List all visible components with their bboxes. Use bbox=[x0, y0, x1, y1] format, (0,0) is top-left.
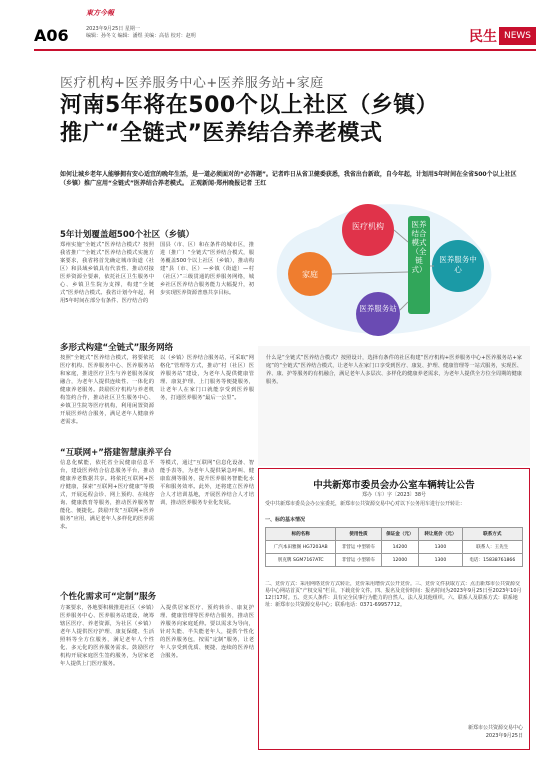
kicker: 医疗机构+医养服务中心+医养服务站+家庭 bbox=[60, 76, 324, 91]
table-cell: 非营运 中型轿车 bbox=[336, 541, 381, 554]
section-cn: 民生 bbox=[468, 29, 497, 45]
section-title-4: 个性化需求可“定制”服务 bbox=[60, 592, 157, 602]
lead-paragraph: 如何让城乡老年人能够拥有安心适宜的晚年生活，是一道必须面对的“必答题”。记者昨日从省卫健委获悉，我省出台新政，自今年起，计划用5年时间在全省500个以上社区（乡镇）推广应用“全链式”医养结合养老模式。 正观新闻·郑州晚报记者 王红 bbox=[60, 171, 517, 187]
newspaper-logo: 東方今報 bbox=[86, 9, 114, 17]
table-row bbox=[266, 554, 523, 567]
table-row bbox=[266, 541, 523, 554]
headline-line2: 推广“全链式”医养结合养老模式 bbox=[60, 121, 383, 146]
masthead bbox=[86, 26, 196, 40]
node-hospital-text: 医疗机构 bbox=[352, 222, 384, 231]
table-header: 联系方式 bbox=[462, 528, 522, 541]
table-cell: 1300 bbox=[419, 554, 462, 567]
center-label: 医养结合模式（全链式） bbox=[411, 220, 427, 274]
sec3-col1: 信息化赋能，依托省全民健康信息平台，建设医养结合信息服务平台，推动健康养老数据共享。将依托互联网+医疗健康，探索“互联网+医疗健康”等模式，开展远程会诊、网上预约、在线咨询、健康教育等服务，推动医养服务智能化、便捷化。鼓励开发“互联网+医养服务”应用，满足老年人多样化的医养需求。 bbox=[60, 460, 154, 530]
section-en: NEWS bbox=[499, 27, 536, 45]
table-cell: 联系人：王先生 bbox=[462, 541, 522, 554]
table-cell: 电话：15838761866 bbox=[462, 554, 522, 567]
sec3-col2: 等模式，通过“互联网”信息化设备、智能手表等，为老年人提供紧急呼叫、健康监测等服务，提升医养服务智能化水平和服务效率。此外，还将建立医养结合人才培训基地，开展医养结合人才培训，推动医养服务专业化发展。 bbox=[160, 460, 254, 506]
node-family-text: 家庭 bbox=[302, 270, 318, 279]
explainer-box bbox=[258, 346, 530, 466]
model-diagram bbox=[258, 192, 530, 342]
table-header: 保证金（元） bbox=[381, 528, 419, 541]
headline-line1: 河南5年将在500个以上社区（乡镇） bbox=[60, 93, 439, 118]
explainer-text: 什么是“全链式”医养结合模式？按照设计，选择有条件的社区构建“医疗机构+医养服务中心+医养服务站+家庭”的“全链式”医养结合模式，让老年人在家门口享受到医疗、康复、护理、健康管理等一站式服务，实现医、养、康、护等服务的有机融合，满足老年人多层次、多样化的健康养老需求，为老年人提供全方位全周期的健康服务。 bbox=[266, 355, 522, 385]
sec4-col1: 方案要求，各地要积极推进社区（乡镇）医养服务中心、医养服务站建设，统筹辖区医疗、养老资源，为社区（乡镇）老年人提供医疗护理、康复保健、生活照料等全方位服务，满足老年人个性化、多元化的医养服务需求。鼓励医疗机构开展家庭医生签约服务，为居家老年人提供上门医疗服务。 bbox=[60, 605, 154, 667]
notice-title: 中共新郑市委员会办公室车辆转让公告 bbox=[313, 480, 475, 491]
notice-subtitle: 郑办（车）字〔2023〕38号 bbox=[361, 492, 427, 498]
table-header: 转让底价（元） bbox=[419, 528, 462, 541]
table-header-row bbox=[266, 528, 523, 541]
table-cell: 12000 bbox=[381, 554, 419, 567]
node-station-text: 医养服务站 bbox=[359, 304, 397, 313]
sec1-col2: 国县（市、区）和在条件的城市区，推进（推广）“全链式”医养结合模式，服务覆盖500个以上社区（乡镇），推动构建“县（市、区）—乡镇（街道）—村（社区）”三级贯通的医养服务网络，城乡社区医养结合服务能力大幅提升，初步实现医养资源普惠共享目标。 bbox=[160, 242, 254, 296]
notice-signoff-org: 新郑市公共资源交易中心 bbox=[467, 725, 523, 731]
masthead-editors: 编辑：孙冬文 编辑：潘煜 美编：高蓓 校对：赵明 bbox=[86, 33, 196, 39]
sec1-col1: 郑州实施“全链式”医养结合模式？按照我省推广“全链式”医养结合模式实施方案要求，我省将首先确定城市街道（社区）和县域乡镇具有代表性、推动对接医养资源全要素，依托社区卫生服务中心、乡镇卫生院为支撑，构建“全链式”医养结合模式。我省计划今年起，利用5年时间在部分有条件、医疗结合的 bbox=[60, 242, 154, 304]
notice-body: 二、竞价方式：采用网络竞价方式转让，竞价采用增价式公开竞价。三、竞价文件获取方式：点击新郑市公共资源交易中心网站首页“产权交易”栏目，下载竞价文件。四、报名及竞价时间：报名时间为2023年9月25日至2023年10月12日17时。五、竞买人条件：具有完全民事行为能力的自然人、法人及其他组织。六、联系人及联系方式：联系地址：新郑市公共资源交易中心；联系电话：0371-69957712。 bbox=[265, 581, 522, 608]
vehicle-table bbox=[265, 527, 523, 567]
table-cell: 14200 bbox=[381, 541, 419, 554]
headline bbox=[60, 92, 438, 148]
notice-signoff-date: 2023年9月25日 bbox=[485, 733, 523, 739]
notice-intro: 受中共新郑市委员会办公室委托，新郑市公共资源交易中心对以下公务用车进行公开转让： bbox=[265, 501, 466, 507]
sec4-col2: 入提供居家医疗、预约转诊、康复护理、健康管理等医养结合服务，推动医养服务向家庭延伸。要以需求为导向，针对失能、半失能老年人，提供个性化的医养服务包，按需“定制”服务，让老年人享受到优质、便捷、连续的医养结合服务。 bbox=[160, 605, 254, 659]
section-title-3: “互联网+”搭建智慧康养平台 bbox=[60, 448, 172, 458]
sec2-col1: 按照“全链式”医养结合模式，将要依托医疗机构、医养服务中心、医养服务站和家庭，推进医疗卫生与养老服务深度融合，为老年人提供连续性、一体化的健康养老服务。鼓励医疗机构与养老机构签约合作，推动社区卫生服务中心、乡镇卫生院等医疗机构，利用闲置资源开展医养结合服务，满足老年人健康养老需求。 bbox=[60, 355, 154, 425]
notice-box bbox=[258, 468, 530, 750]
node-service-station bbox=[356, 292, 400, 336]
table-cell: 别克牌 SGM7167ATC bbox=[266, 554, 336, 567]
section-tag bbox=[469, 26, 536, 46]
table-cell: 非营运 小型轿车 bbox=[336, 554, 381, 567]
diagram-svg bbox=[258, 192, 530, 342]
table-cell: 1300 bbox=[419, 541, 462, 554]
notice-section1: 一、标的基本情况 bbox=[265, 517, 306, 523]
node-center-text: 医养服务中心 bbox=[439, 255, 477, 274]
sec2-col2: 以（乡镇）医养结合服务站，可采取“网格化”管理等方式，推动“村（社区）医养服务站”建设，为老年人提供健康管理、康复护理、上门服务等便捷服务，让老年人在家门口就能享受到医养服务，打通医养服务“最后一公里”。 bbox=[160, 355, 254, 401]
table-cell: 广汽本田雅阁 HG7203AB bbox=[266, 541, 336, 554]
table-header: 标的名称 bbox=[266, 528, 336, 541]
table-header: 使用性质 bbox=[336, 528, 381, 541]
header-rule bbox=[34, 49, 536, 51]
page-number: A06 bbox=[34, 26, 69, 45]
section-title-2: 多形式构建“全链式”服务网络 bbox=[60, 343, 174, 353]
masthead-date: 2023年9月25日 星期一 bbox=[86, 26, 140, 32]
section-title-1: 5年计划覆盖超500个社区（乡镇） bbox=[60, 230, 195, 240]
